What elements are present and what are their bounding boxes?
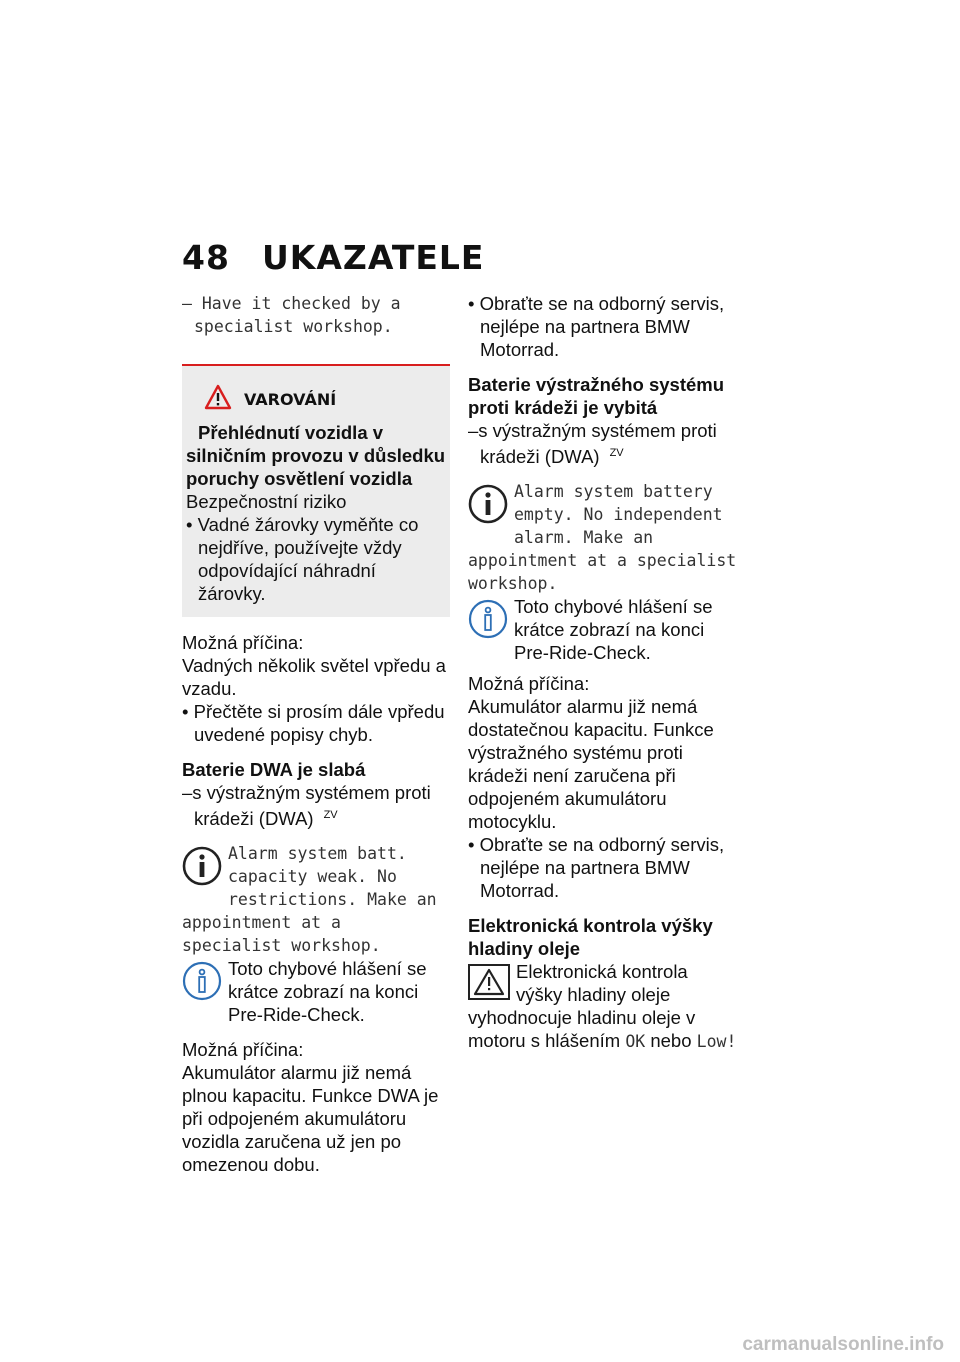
cause1-text: Vadných několik světel vpředu a vzadu. [182,655,446,699]
section1-info-block [182,957,450,1026]
left-column [182,292,450,1176]
section1-heading: Baterie DWA je slabá [182,759,366,780]
cause2-label: Možná příčina: [182,1039,304,1061]
section1-info: Toto chybové hlášení se krátce zobrazí na konci Pre-Ride-Check. [228,958,427,1026]
section2-message-block [468,480,738,595]
info-circle-icon [182,846,222,891]
warning-title [204,384,448,415]
warning-risk: Bezpečnostní riziko [186,491,347,512]
section1-dash: –s výstražným systémem proti krádeži (DWA) $^{ZV}$ [182,782,431,830]
oil-warning-icon [468,964,510,1005]
cause2-text: Akumulátor alarmu již nemá plnou kapacitu. Funkce DWA je při odpojeném akumulátoru vozidla zaručena už jen po omezenou dobu. [182,1062,439,1176]
zv-marker: ZV [609,447,624,459]
right-column [468,292,738,1053]
watermark: carmanualsonline.info [742,1334,944,1355]
low-value: Low! [696,1032,737,1052]
cause1-bullet: • Přečtěte si prosím dále vpředu uvedené popisy chyb. [182,701,445,745]
page-header [182,238,484,277]
cause1-label: Možná příčina: [182,632,304,653]
intro-dash-item: – Have it checked by a specialist workshop. [182,294,401,336]
warning-label: VAROVÁNÍ [244,390,337,409]
warning-bullet: • Vadné žárovky vyměňte co nejdříve, používejte vždy odpovídající náhradní žárovky. [186,514,419,604]
warning-box [182,364,450,617]
section2-info-block [468,595,738,664]
warning-triangle-icon [204,384,232,415]
section2-info: Toto chybové hlášení se krátce zobrazí na konci Pre-Ride-Check. [514,596,713,664]
info-circle-icon [468,484,508,529]
section1-message: Alarm system batt. capacity weak. No restrictions. Make an appointment at a specialist workshop. [182,844,437,956]
right-bullet1: • Obraťte se na odborný servis, nejlépe na partnera BMW Motorrad. [468,293,725,360]
ok-value: OK [625,1032,646,1052]
cause3-label: Možná příčina: [468,673,590,695]
section2-dash: –s výstražným systémem proti krádeži (DWA) $^{ZV}$ [468,420,717,468]
section1-message-block [182,842,450,957]
info-outline-icon [182,961,222,1006]
page-number: 48 [182,238,230,277]
warning-heading: Přehlédnutí vozidla v silničním provozu v důsledku poruchy osvětlení vozidla [186,422,446,489]
zv-marker: ZV [323,809,338,821]
section3-heading: Elektronická kontrola výšky hladiny oleje [468,915,713,960]
page-title: UKAZATELE [262,238,485,277]
section3-block [468,960,738,1053]
cause3-text: Akumulátor alarmu již nemá dostatečnou kapacitu. Funkce výstražného systému proti krádeži není zaručena při odpojeném akumulátoru motocyklu. [468,696,714,833]
right-bullet2: • Obraťte se na odborný servis, nejlépe na partnera BMW Motorrad. [468,834,725,902]
section3-text: Elektronická kontrola výšky hladiny oleje vyhodnocuje hladinu oleje v motoru s hlášením OK nebo Low! [468,961,737,1052]
section2-heading: Baterie výstražného systému proti krádeži je vybitá [468,374,725,418]
section2-message: Alarm system battery empty. No independent alarm. Make an appointment at a specialist workshop. [468,482,737,594]
info-outline-icon [468,599,508,644]
